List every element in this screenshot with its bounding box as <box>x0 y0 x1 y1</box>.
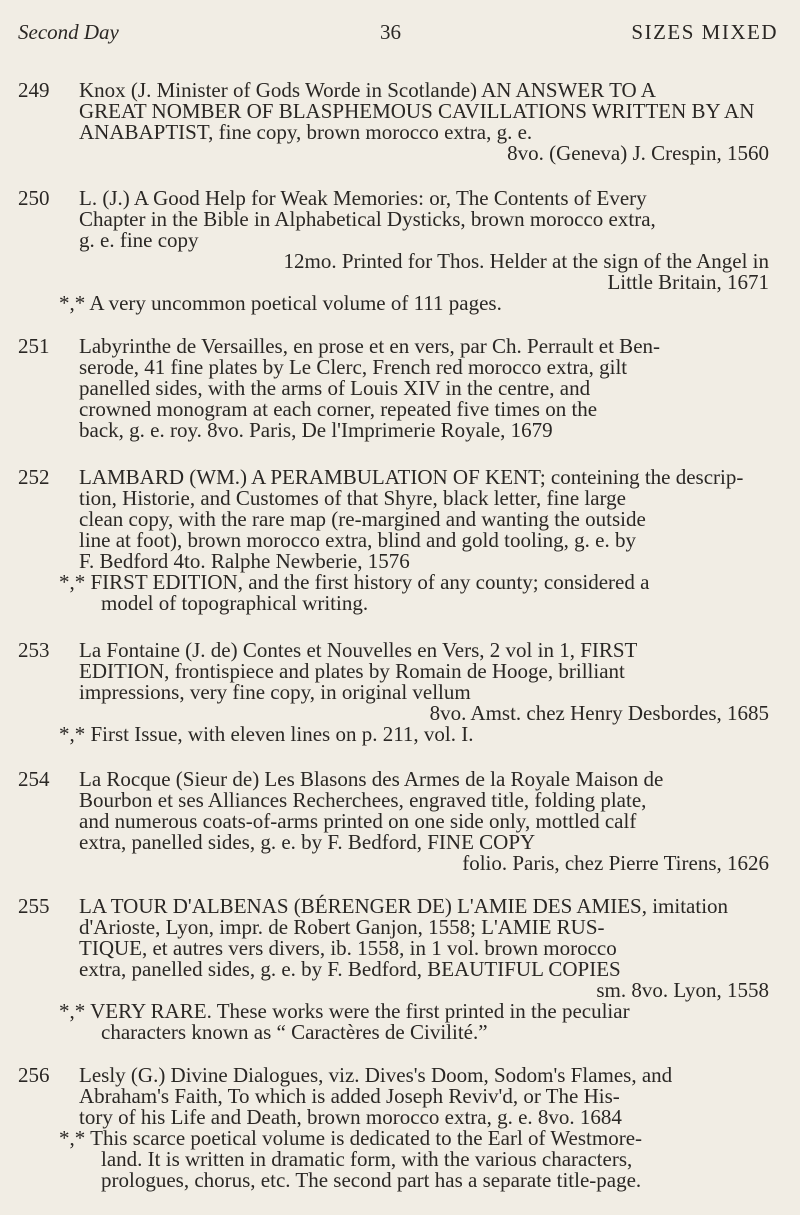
description-line: tory of his Life and Death, brown morocco extra, g. e. 8vo. 1684 <box>79 1105 622 1129</box>
description-line: extra, panelled sides, g. e. by F. Bedford, BEAUTIFUL COPIES <box>79 957 621 981</box>
lot-description <box>59 638 769 746</box>
description-line: Knox (J. Minister of Gods Worde in Scotlande) AN ANSWER TO A <box>79 78 656 102</box>
description-line: back, g. e. roy. 8vo. Paris, De l'Imprimerie Royale, 1679 <box>79 418 553 442</box>
note-line: *,* This scarce poetical volume is dedicated to the Earl of Westmore- <box>59 1126 643 1150</box>
lot-description <box>79 80 769 164</box>
lot-description <box>59 465 769 615</box>
lot-entry <box>0 336 800 441</box>
description-line: extra, panelled sides, g. e. by F. Bedford, FINE COPY <box>79 830 536 854</box>
description-line: L. (J.) A Good Help for Weak Memories: or, The Contents of Every <box>79 186 647 210</box>
description-line: panelled sides, with the arms of Louis XIV in the centre, and <box>79 376 591 400</box>
description-line: folio. Paris, chez Pierre Tirens, 1626 <box>462 851 769 875</box>
lot-entry <box>0 896 800 1043</box>
description-line: EDITION, frontispiece and plates by Romain de Hooge, brilliant <box>79 659 625 683</box>
description-line: LA TOUR D'ALBENAS (BÉRENGER DE) L'AMIE DES AMIES, imitation <box>79 894 729 918</box>
note-line: *,* VERY RARE. These works were the first printed in the peculiar <box>59 999 630 1023</box>
lot-number: 252 <box>18 465 50 489</box>
lot-number: 253 <box>18 638 50 662</box>
description-line: Little Britain, 1671 <box>607 270 769 294</box>
lot-description <box>79 769 769 874</box>
description-line: Labyrinthe de Versailles, en prose et en vers, par Ch. Perrault et Ben- <box>79 334 661 358</box>
lot-entry <box>0 467 800 614</box>
lot-note <box>59 999 769 1044</box>
description-line: 8vo. Amst. chez Henry Desbordes, 1685 <box>429 701 769 725</box>
description-line: impressions, very fine copy, in original vellum <box>79 680 471 704</box>
description-line: 12mo. Printed for Thos. Helder at the sign of the Angel in <box>283 249 769 273</box>
description-line: Bourbon et ses Alliances Recherchees, engraved title, folding plate, <box>79 788 647 812</box>
lot-note <box>59 291 769 315</box>
lot-number: 251 <box>18 334 50 358</box>
description-line: g. e. fine copy <box>79 228 199 252</box>
section-heading: SIZES MIXED <box>631 20 778 44</box>
note-line: prologues, chorus, etc. The second part has a separate title-page. <box>101 1168 642 1192</box>
lot-note <box>59 570 769 615</box>
description-line: F. Bedford 4to. Ralphe Newberie, 1576 <box>79 549 410 573</box>
lot-description <box>79 336 769 441</box>
description-line: sm. 8vo. Lyon, 1558 <box>596 978 769 1002</box>
note-line: *,* First Issue, with eleven lines on p. 211, vol. I. <box>59 722 474 746</box>
lot-note <box>59 722 769 746</box>
lot-list <box>0 80 800 1215</box>
lot-number: 250 <box>18 186 50 210</box>
description-line: clean copy, with the rare map (re-margined and wanting the outside <box>79 507 646 531</box>
description-line: crowned monogram at each corner, repeated five times on the <box>79 397 598 421</box>
lot-number: 255 <box>18 894 50 918</box>
description-line: LAMBARD (WM.) A PERAMBULATION OF KENT; conteining the descrip- <box>79 465 744 489</box>
note-line: model of topographical writing. <box>101 591 369 615</box>
lot-note <box>59 1126 769 1192</box>
lot-entry <box>0 769 800 874</box>
description-line: Chapter in the Bible in Alphabetical Dysticks, brown morocco extra, <box>79 207 656 231</box>
lot-number: 254 <box>18 767 50 791</box>
description-line: line at foot), brown morocco extra, blind and gold tooling, g. e. by <box>79 528 636 552</box>
day-heading: Second Day <box>18 20 119 44</box>
lot-entry <box>0 640 800 745</box>
description-line: Abraham's Faith, To which is added Joseph Reviv'd, or The His- <box>79 1084 620 1108</box>
lot-number: 256 <box>18 1063 50 1087</box>
description-line: d'Arioste, Lyon, impr. de Robert Ganjon, 1558; L'AMIE RUS- <box>79 915 605 939</box>
description-line: GREAT NOMBER OF BLASPHEMOUS CAVILLATIONS WRITTEN BY AN <box>79 99 755 123</box>
note-line: *,* FIRST EDITION, and the first history of any county; considered a <box>59 570 650 594</box>
lot-description <box>59 894 769 1044</box>
description-line: and numerous coats-of-arms printed on one side only, mottled calf <box>79 809 637 833</box>
lot-number: 249 <box>18 78 50 102</box>
description-line: serode, 41 fine plates by Le Clerc, French red morocco extra, gilt <box>79 355 628 379</box>
page-number: 36 <box>380 20 401 44</box>
note-line: *,* A very uncommon poetical volume of 111 pages. <box>59 291 502 315</box>
lot-entry <box>0 1065 800 1191</box>
description-line: La Fontaine (J. de) Contes et Nouvelles en Vers, 2 vol in 1, FIRST <box>79 638 638 662</box>
note-line: land. It is written in dramatic form, with the various characters, <box>101 1147 633 1171</box>
lot-description <box>59 186 769 315</box>
lot-entry <box>0 188 800 314</box>
description-line: ANABAPTIST, fine copy, brown morocco extra, g. e. <box>79 120 533 144</box>
description-line: La Rocque (Sieur de) Les Blasons des Armes de la Royale Maison de <box>79 767 664 791</box>
lot-description <box>59 1063 769 1192</box>
lot-entry <box>0 80 800 164</box>
description-line: TIQUE, et autres vers divers, ib. 1558, in 1 vol. brown morocco <box>79 936 617 960</box>
description-line: 8vo. (Geneva) J. Crespin, 1560 <box>507 141 769 165</box>
description-line: tion, Historie, and Customes of that Shyre, black letter, fine large <box>79 486 626 510</box>
note-line: characters known as “ Caractères de Civilité.” <box>101 1020 488 1044</box>
running-head <box>18 20 778 50</box>
description-line: Lesly (G.) Divine Dialogues, viz. Dives's Doom, Sodom's Flames, and <box>79 1063 673 1087</box>
